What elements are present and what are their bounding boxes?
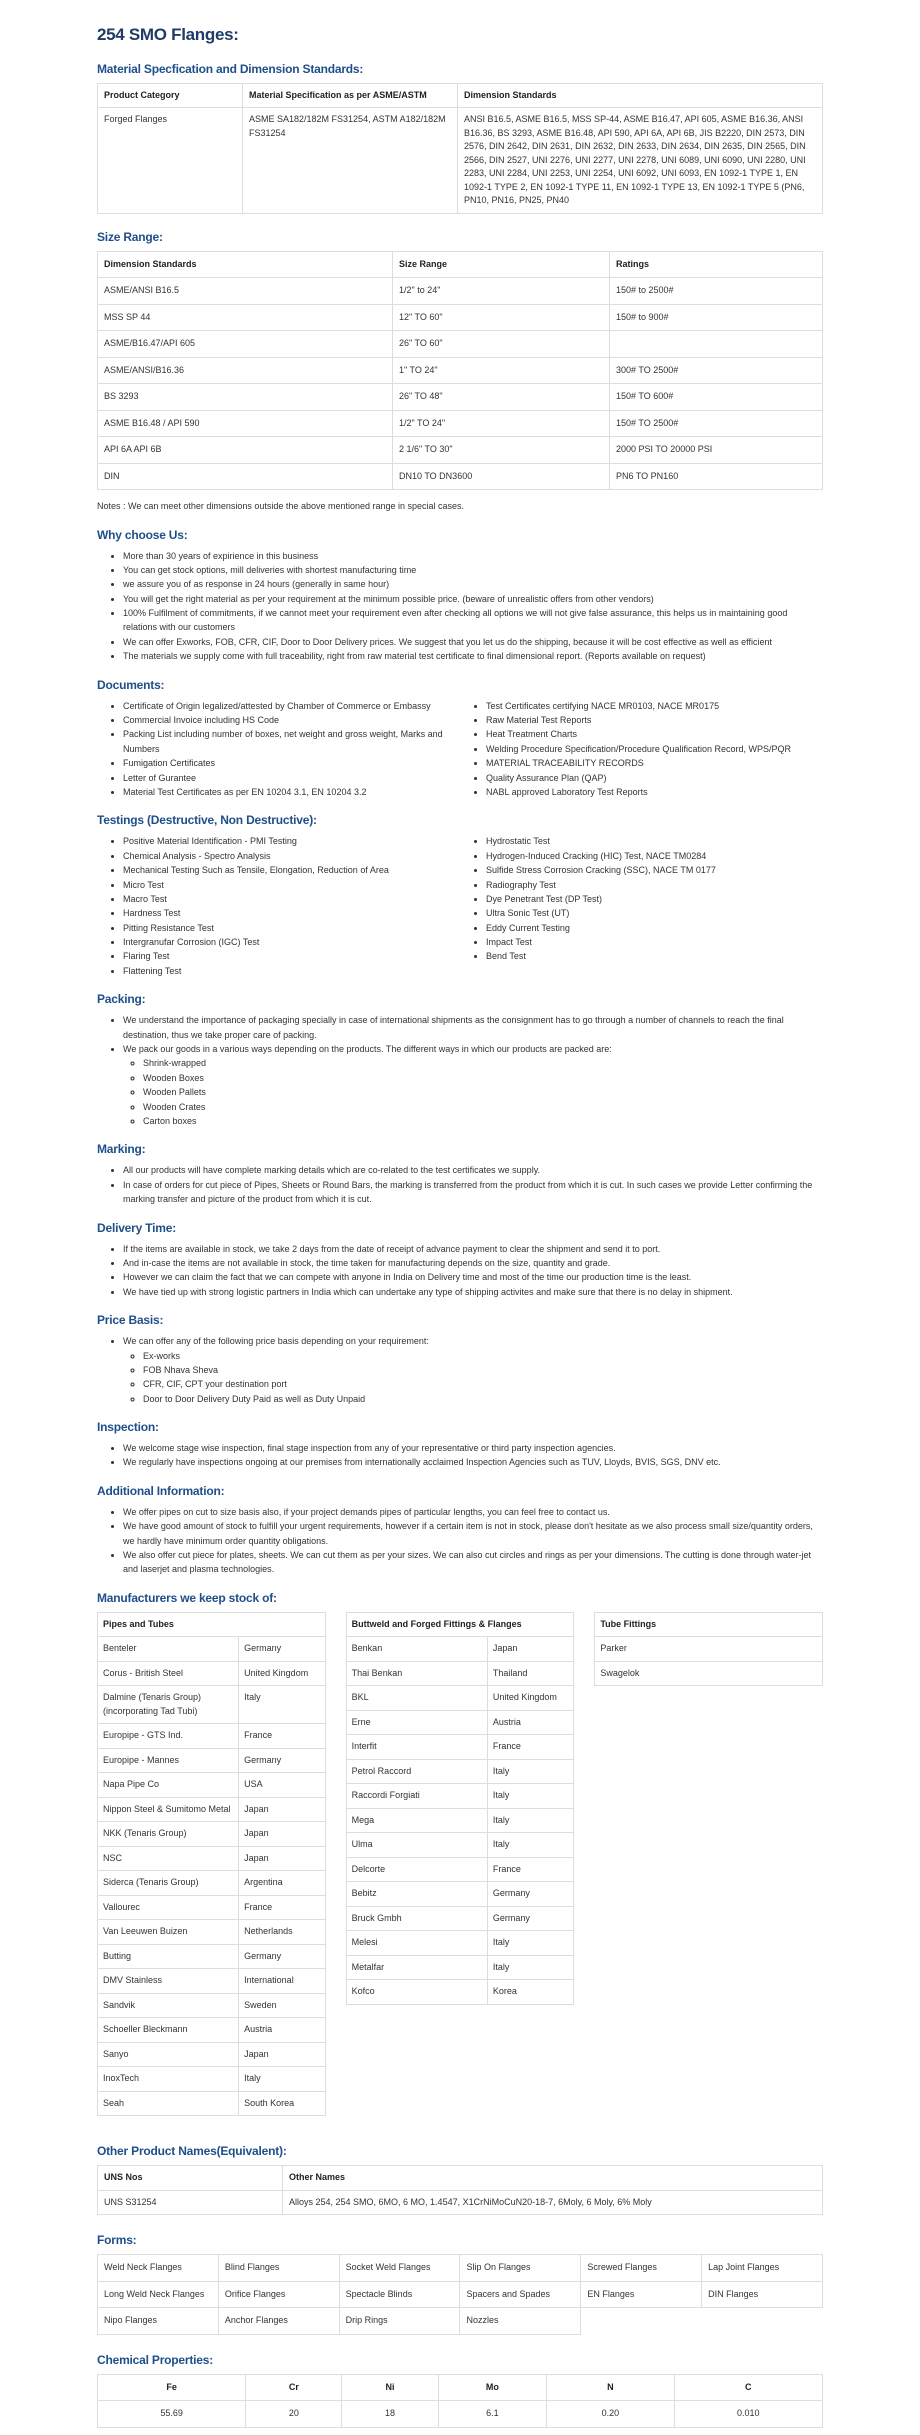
table-cell: Swagelok [595, 1661, 823, 1686]
table-row [346, 1784, 574, 1809]
tube-fittings-table [594, 1612, 823, 1687]
table-cell: Austria [487, 1710, 574, 1735]
list-item: • We can offer Exworks, FOB, CFR, CIF, Door to Door Delivery prices. We suggest that you let us do the shipping, because it will be cost effective as well as efficient [123, 635, 823, 649]
testings-list-right [460, 834, 823, 978]
table-row [98, 2308, 823, 2335]
table-row [98, 2067, 326, 2092]
table-cell: Netherlands [239, 1920, 326, 1945]
table-row [98, 1822, 326, 1847]
table-cell: Lap Joint Flanges [702, 2255, 823, 2282]
table-cell: 150# TO 2500# [610, 410, 823, 437]
table-cell: 150# to 2500# [610, 278, 823, 305]
list-item: • Hydrostatic Test [486, 834, 823, 848]
table-row [98, 1969, 326, 1994]
material-cell-category: Forged Flanges [98, 108, 243, 214]
list-item: ◦ FOB Nhava Sheva [143, 1363, 823, 1377]
list-item: ◦ Shrink-wrapped [143, 1056, 823, 1070]
list-item: • Positive Material Identification - PMI Testing [123, 834, 460, 848]
table-cell: Argentina [239, 1871, 326, 1896]
list-item: • You can get stock options, mill deliveries with shortest manufacturing time [123, 563, 823, 577]
table-row [346, 1833, 574, 1858]
table-cell: ASME/B16.47/API 605 [98, 331, 393, 358]
table-row [98, 1871, 326, 1896]
material-header-dimension: Dimension Standards [458, 83, 823, 108]
other-names-table [97, 2165, 823, 2215]
list-item: • Ultra Sonic Test (UT) [486, 906, 823, 920]
table-cell: Japan [239, 1797, 326, 1822]
table-cell: ASME B16.48 / API 590 [98, 410, 393, 437]
list-item: • We understand the importance of packaging specially in case of international shipments as the consignment has to go through a number of channels to reach the final destination, thus we take proper care of packing. [123, 1013, 823, 1042]
table-cell: Sanyo [98, 2042, 239, 2067]
table-cell: Mega [346, 1808, 487, 1833]
table-cell: United Kingdom [487, 1686, 574, 1711]
testings-heading: Testings (Destructive, Non Destructive): [97, 813, 317, 828]
list-item: • Micro Test [123, 878, 460, 892]
table-cell: BKL [346, 1686, 487, 1711]
inspection-heading: Inspection: [97, 1420, 159, 1435]
table-cell [610, 331, 823, 358]
table-cell: MSS SP 44 [98, 304, 393, 331]
table-row [346, 1857, 574, 1882]
table-header-cell: Mo [438, 2374, 547, 2401]
table-row [98, 2281, 823, 2308]
table-cell: 12" TO 60" [393, 304, 610, 331]
table-row [98, 1637, 326, 1662]
delivery-list [97, 1242, 823, 1300]
documents-list-left [97, 699, 460, 800]
list-item: • Dye Penetrant Test (DP Test) [486, 892, 823, 906]
fittings-table [346, 1612, 575, 2005]
list-item: • Fumigation Certificates [123, 756, 460, 770]
table-row [346, 1980, 574, 2005]
table-row [98, 1846, 326, 1871]
table-cell: Germany [487, 1882, 574, 1907]
list-item [123, 1334, 823, 1406]
list-item: • In case of orders for cut piece of Pipes, Sheets or Round Bars, the marking is transferred from the product from which it is cut. In such cases we provide Letter confirming the marking transfer and picture of the product from which it is cut. [123, 1178, 823, 1207]
list-item: • Flattening Test [123, 964, 460, 978]
price-sublist [123, 1349, 823, 1407]
table-cell: France [487, 1735, 574, 1760]
list-item: • Packing List including number of boxes, net weight and gross weight, Marks and Numbers [123, 727, 460, 756]
table-cell: Spectacle Blinds [339, 2281, 460, 2308]
table-cell: Austria [239, 2018, 326, 2043]
table-cell: Japan [239, 1822, 326, 1847]
list-item: • We welcome stage wise inspection, final stage inspection from any of your representative or third party inspection agencies. [123, 1441, 823, 1455]
table-row [346, 1931, 574, 1956]
material-header-spec: Material Specification as per ASME/ASTM [243, 83, 458, 108]
table-row [595, 1661, 823, 1686]
list-item: ◦ Wooden Boxes [143, 1071, 823, 1085]
packing-heading: Packing: [97, 992, 146, 1007]
table-cell: Spacers and Spades [460, 2281, 581, 2308]
chemical-heading: Chemical Properties: [97, 2352, 214, 2367]
table-cell: DIN Flanges [702, 2281, 823, 2308]
table-cell: United Kingdom [239, 1661, 326, 1686]
list-item: • Heat Treatment Charts [486, 727, 823, 741]
list-item-text: We pack our goods in a various ways depending on the products. The different ways in which our products are packed are: [123, 1044, 612, 1055]
table-cell: 1/2" to 24" [393, 278, 610, 305]
table-cell: 150# to 900# [610, 304, 823, 331]
table-cell: BS 3293 [98, 384, 393, 411]
table-cell: Interfit [346, 1735, 487, 1760]
list-item: • Test Certificates certifying NACE MR0103, NACE MR0175 [486, 699, 823, 713]
table-cell: Italy [487, 1784, 574, 1809]
list-item: ◦ CFR, CIF, CPT your destination port [143, 1377, 823, 1391]
table-cell: Germany [239, 1944, 326, 1969]
table-cell: Italy [487, 1931, 574, 1956]
table-row [346, 1661, 574, 1686]
list-item: ◦ Ex-works [143, 1349, 823, 1363]
table-cell: 0.010 [674, 2401, 822, 2428]
table-cell: Napa Pipe Co [98, 1773, 239, 1798]
list-item: • Eddy Current Testing [486, 921, 823, 935]
other-header-uns: UNS Nos [98, 2166, 283, 2191]
table-row [346, 1686, 574, 1711]
table-row [98, 1748, 326, 1773]
list-item: • More than 30 years of expirience in this business [123, 549, 823, 563]
list-item: • Bend Test [486, 949, 823, 963]
table-cell: South Korea [239, 2091, 326, 2116]
table-cell: Parker [595, 1637, 823, 1662]
table-cell: Sandvik [98, 1993, 239, 2018]
pipes-table-title: Pipes and Tubes [98, 1612, 326, 1637]
table-cell: EN Flanges [581, 2281, 702, 2308]
table-row [98, 463, 823, 490]
list-item: • We offer pipes on cut to size basis also, if your project demands pipes of particular lengths, you can feel free to contact us. [123, 1505, 823, 1519]
table-cell: Vallourec [98, 1895, 239, 1920]
marking-heading: Marking: [97, 1142, 146, 1157]
table-cell: Korea [487, 1980, 574, 2005]
other-heading: Other Product Names(Equivalent): [97, 2144, 287, 2159]
table-cell: Butting [98, 1944, 239, 1969]
list-item: • Mechanical Testing Such as Tensile, Elongation, Reduction of Area [123, 863, 460, 877]
table-cell: France [487, 1857, 574, 1882]
table-row [346, 1955, 574, 1980]
table-cell: Melesi [346, 1931, 487, 1956]
table-header-cell: N [547, 2374, 674, 2401]
list-item: • Quality Assurance Plan (QAP) [486, 771, 823, 785]
list-item: • You will get the right material as per your requirement at the minimum possible price. (beware of unrealistic offers from other vendors) [123, 592, 823, 606]
table-row [595, 1637, 823, 1662]
list-item: ◦ Door to Door Delivery Duty Paid as well as Duty Unpaid [143, 1392, 823, 1406]
table-row [98, 384, 823, 411]
material-heading: Material Specfication and Dimension Standards: [97, 61, 364, 76]
table-cell: 2000 PSI TO 20000 PSI [610, 437, 823, 464]
list-item: • Raw Material Test Reports [486, 713, 823, 727]
list-item: • We have good amount of stock to fulfill your urgent requirements, however if a certain item is not in stock, please don't hesitate as we also process small size/quantity orders, we hardly have minimum order quantity obligations. [123, 1519, 823, 1548]
why-heading: Why choose Us: [97, 527, 188, 542]
table-cell: USA [239, 1773, 326, 1798]
table-cell: Van Leeuwen Buizen [98, 1920, 239, 1945]
table-cell: 26" TO 48" [393, 384, 610, 411]
table-cell: Europipe - GTS Ind. [98, 1724, 239, 1749]
table-row [346, 1637, 574, 1662]
table-cell: Kofco [346, 1980, 487, 2005]
price-heading: Price Basis: [97, 1313, 164, 1328]
list-item: • Letter of Gurantee [123, 771, 460, 785]
list-item: • Pitting Resistance Test [123, 921, 460, 935]
list-item-text: We can offer any of the following price basis depending on your requirement: [123, 1336, 429, 1347]
table-row [346, 1759, 574, 1784]
list-item: • Material Test Certificates as per EN 10204 3.1, EN 10204 3.2 [123, 785, 460, 799]
size-heading: Size Range: [97, 229, 163, 244]
table-cell: Drip Rings [339, 2308, 460, 2335]
material-header-category: Product Category [98, 83, 243, 108]
other-cell-names: Alloys 254, 254 SMO, 6MO, 6 MO, 1.4547, X1CrNiMoCuN20-18-7, 6Moly, 6 Moly, 6% Moly [283, 2190, 823, 2215]
page-title: 254 SMO Flanges: [97, 25, 239, 44]
size-header-ratings: Ratings [610, 251, 823, 278]
list-item: • We have tied up with strong logistic partners in India which can undertake any type of shipping activites and make sure that there is no delay in shipment. [123, 1285, 823, 1299]
table-row [98, 1944, 326, 1969]
table-cell: InoxTech [98, 2067, 239, 2092]
table-cell: Metalfar [346, 1955, 487, 1980]
marking-list [97, 1163, 823, 1206]
table-cell: Germany [487, 1906, 574, 1931]
table-cell: Japan [239, 1846, 326, 1871]
table-cell: 0.20 [547, 2401, 674, 2428]
pipes-table [97, 1612, 326, 2117]
material-cell-dimension: ANSI B16.5, ASME B16.5, MSS SP-44, ASME B16.47, API 605, ASME B16.36, ANSI B16.36, BS 3293, ASME B16.48, API 590, API 6A, API 6B, JIS B2220, DIN 2573, DIN 2576, DIN 2642, DIN 2631, DIN 2632, DIN 2633, DIN 2634, DIN 2635, DIN 2565, DIN 2566, DIN 2527, UNI 2276, UNI 2277, UNI 2278, UNI 6089, UNI 6090, UNI 2280, UNI 2283, UNI 2284, UNI 2253, UNI 2254, UNI 6092, UNI 6093, EN 1092-1 TYPE 1, EN 1092-1 TYPE 2, EN 1092-1 TYPE 11, EN 1092-1 TYPE 13, EN 1092-1 TYPE 5 (PN6, PN10, PN16, PN25, PN40 [458, 108, 823, 214]
table-row [346, 1808, 574, 1833]
table-cell: Screwed Flanges [581, 2255, 702, 2282]
documents-heading: Documents: [97, 677, 165, 692]
table-cell: France [239, 1895, 326, 1920]
list-item: • Commercial Invoice including HS Code [123, 713, 460, 727]
documents-list-right [460, 699, 823, 800]
table-cell: Corus - British Steel [98, 1661, 239, 1686]
table-cell: Delcorte [346, 1857, 487, 1882]
table-cell: Blind Flanges [218, 2255, 339, 2282]
packing-sublist [123, 1056, 823, 1128]
list-item: • We also offer cut piece for plates, sheets. We can cut them as per your sizes. We can also cut circles and rings as per your dimensions. The cutting is done through water-jet and laserjet and plasma technologies. [123, 1548, 823, 1577]
table-cell: 6.1 [438, 2401, 547, 2428]
list-item: • Hydrogen-Induced Cracking (HIC) Test, NACE TM0284 [486, 849, 823, 863]
delivery-heading: Delivery Time: [97, 1220, 177, 1235]
forms-table [97, 2254, 823, 2335]
material-cell-spec: ASME SA182/182M FS31254, ASTM A182/182M FS31254 [243, 108, 458, 214]
additional-heading: Additional Information: [97, 1483, 225, 1498]
table-cell: 150# TO 600# [610, 384, 823, 411]
table-header-cell: C [674, 2374, 822, 2401]
tube-fittings-title: Tube Fittings [595, 1612, 823, 1637]
list-item: • And in-case the items are not available in stock, the time taken for manufacturing depends on the size, quantity and grade. [123, 1256, 823, 1270]
table-row [346, 1710, 574, 1735]
table-cell: NKK (Tenaris Group) [98, 1822, 239, 1847]
table-header-cell: Ni [342, 2374, 438, 2401]
list-item: • Hardness Test [123, 906, 460, 920]
table-cell: DMV Stainless [98, 1969, 239, 1994]
list-item: • The materials we supply come with full traceability, right from raw material test certificate to final dimensional report. (Reports available on request) [123, 649, 823, 663]
table-row [98, 2091, 326, 2116]
table-cell: Ulma [346, 1833, 487, 1858]
table-cell: Seah [98, 2091, 239, 2116]
table-cell: Italy [239, 1686, 326, 1724]
table-cell: Benkan [346, 1637, 487, 1662]
table-cell: Long Weld Neck Flanges [98, 2281, 219, 2308]
other-cell-uns: UNS S31254 [98, 2190, 283, 2215]
table-cell: Bruck Gmbh [346, 1906, 487, 1931]
table-cell: Italy [487, 1833, 574, 1858]
table-cell: Nipo Flanges [98, 2308, 219, 2335]
table-header-cell: Fe [98, 2374, 246, 2401]
table-row [98, 1661, 326, 1686]
table-cell: Bebitz [346, 1882, 487, 1907]
table-row [98, 304, 823, 331]
table-cell: 18 [342, 2401, 438, 2428]
table-cell: 26" TO 60" [393, 331, 610, 358]
list-item: • Welding Procedure Specification/Procedure Qualification Record, WPS/PQR [486, 742, 823, 756]
list-item: ◦ Wooden Pallets [143, 1085, 823, 1099]
table-row [98, 2255, 823, 2282]
table-cell: DN10 TO DN3600 [393, 463, 610, 490]
table-cell: 300# TO 2500# [610, 357, 823, 384]
other-header-names: Other Names [283, 2166, 823, 2191]
table-cell: Siderca (Tenaris Group) [98, 1871, 239, 1896]
additional-list [97, 1505, 823, 1577]
list-item: • Sulfide Stress Corrosion Cracking (SSC), NACE TM 0177 [486, 863, 823, 877]
table-cell: 55.69 [98, 2401, 246, 2428]
table-cell: Thailand [487, 1661, 574, 1686]
list-item [123, 1042, 823, 1128]
table-row [346, 1882, 574, 1907]
list-item: • Radiography Test [486, 878, 823, 892]
table-cell: Italy [487, 1759, 574, 1784]
table-cell: 1" TO 24" [393, 357, 610, 384]
table-cell: Anchor Flanges [218, 2308, 339, 2335]
table-cell: Europipe - Mannes [98, 1748, 239, 1773]
table-cell: France [239, 1724, 326, 1749]
table-header-cell: Cr [246, 2374, 342, 2401]
testings-list-left [97, 834, 460, 978]
list-item: • If the items are available in stock, we take 2 days from the date of receipt of advance payment to clear the shipment and send it to port. [123, 1242, 823, 1256]
table-row [346, 1735, 574, 1760]
table-cell: Italy [487, 1808, 574, 1833]
table-row [98, 331, 823, 358]
list-item: • Macro Test [123, 892, 460, 906]
table-cell: Sweden [239, 1993, 326, 2018]
why-list [97, 549, 823, 664]
forms-heading: Forms: [97, 2233, 137, 2248]
table-cell: Nippon Steel & Sumitomo Metal [98, 1797, 239, 1822]
list-item: • NABL approved Laboratory Test Reports [486, 785, 823, 799]
table-cell: Erne [346, 1710, 487, 1735]
inspection-list [97, 1441, 823, 1470]
list-item: • Impact Test [486, 935, 823, 949]
table-cell: 20 [246, 2401, 342, 2428]
table-row [98, 2018, 326, 2043]
table-cell: Slip On Flanges [460, 2255, 581, 2282]
table-cell: Thai Benkan [346, 1661, 487, 1686]
table-cell: ASME/ANSI B16.5 [98, 278, 393, 305]
list-item: • We regularly have inspections ongoing at our premises from internationally acclaimed Inspection Agencies such as TUV, Lloyds, BVIS, SGS, DNV etc. [123, 1455, 823, 1469]
table-cell: Raccordi Forgiati [346, 1784, 487, 1809]
list-item: • MATERIAL TRACEABILITY RECORDS [486, 756, 823, 770]
table-row [98, 1686, 326, 1724]
list-item: • Chemical Analysis - Spectro Analysis [123, 849, 460, 863]
table-cell: API 6A API 6B [98, 437, 393, 464]
table-cell: NSC [98, 1846, 239, 1871]
table-row [98, 437, 823, 464]
table-row [98, 1773, 326, 1798]
table-row [98, 1724, 326, 1749]
table-cell: Schoeller Bleckmann [98, 2018, 239, 2043]
table-cell: Orifice Flanges [218, 2281, 339, 2308]
size-header-dimension: Dimension Standards [98, 251, 393, 278]
table-cell: Nozzles [460, 2308, 581, 2335]
list-item: • Flaring Test [123, 949, 460, 963]
table-cell: Petrol Raccord [346, 1759, 487, 1784]
table-cell: Germany [239, 1637, 326, 1662]
table-cell: Benteler [98, 1637, 239, 1662]
table-cell: International [239, 1969, 326, 1994]
size-table [97, 251, 823, 491]
list-item: • 100% Fulfilment of commitments, if we cannot meet your requirement even after checking all options we will not give false assurance, this helps us in maintaining good relations with our customers [123, 606, 823, 635]
size-header-range: Size Range [393, 251, 610, 278]
table-row [98, 1993, 326, 2018]
fittings-table-title: Buttweld and Forged Fittings & Flanges [346, 1612, 574, 1637]
list-item: • Certificate of Origin legalized/attested by Chamber of Commerce or Embassy [123, 699, 460, 713]
list-item: • we assure you of as response in 24 hours (generally in same hour) [123, 577, 823, 591]
packing-list [97, 1013, 823, 1128]
table-cell: Weld Neck Flanges [98, 2255, 219, 2282]
table-cell: 1/2" TO 24" [393, 410, 610, 437]
table-cell: Socket Weld Flanges [339, 2255, 460, 2282]
list-item: • However we can claim the fact that we can compete with anyone in India on Delivery time and most of the time our production time is the least. [123, 1270, 823, 1284]
table-cell: 2 1/6" TO 30" [393, 437, 610, 464]
manufacturers-heading: Manufacturers we keep stock of: [97, 1590, 277, 1605]
table-cell: ASME/ANSI/B16.36 [98, 357, 393, 384]
table-row [98, 1895, 326, 1920]
table-cell: DIN [98, 463, 393, 490]
table-row [346, 1906, 574, 1931]
table-row [98, 410, 823, 437]
table-cell: Italy [239, 2067, 326, 2092]
table-row [98, 1920, 326, 1945]
chemical-table [97, 2374, 823, 2428]
table-row [98, 357, 823, 384]
list-item: • Intergranufar Corrosion (IGC) Test [123, 935, 460, 949]
table-cell: Japan [239, 2042, 326, 2067]
table-cell: PN6 TO PN160 [610, 463, 823, 490]
table-cell: Germany [239, 1748, 326, 1773]
table-row [98, 278, 823, 305]
table-cell: Italy [487, 1955, 574, 1980]
table-cell: Dalmine (Tenaris Group) (incorporating Tad Tubi) [98, 1686, 239, 1724]
price-list [97, 1334, 823, 1406]
list-item: • All our products will have complete marking details which are co-related to the test certificates we supply. [123, 1163, 823, 1177]
size-note: Notes : We can meet other dimensions outside the above mentioned range in special cases. [97, 501, 465, 511]
list-item: ◦ Carton boxes [143, 1114, 823, 1128]
table-row [98, 1797, 326, 1822]
material-table [97, 83, 823, 214]
list-item: ◦ Wooden Crates [143, 1100, 823, 1114]
table-row [98, 2042, 326, 2067]
table-cell: Japan [487, 1637, 574, 1662]
